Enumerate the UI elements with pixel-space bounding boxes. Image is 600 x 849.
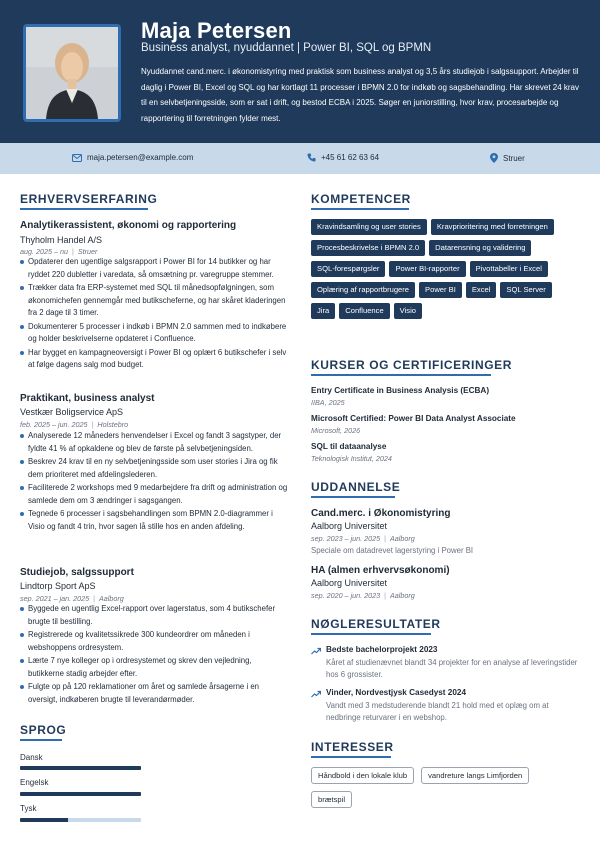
language-level-fill [20,818,68,822]
job-bullet: Byggede en ugentlig Excel-rapport over lagerstatus, som 4 butikschefer brugte til bestilling. [20,603,288,628]
language-level-bar [20,818,141,822]
job-bullet: Beskrev 24 krav til en ny selvbetjeningsside som user stories i Jira og fik dem prioriteret med afdelingslederen. [20,456,288,481]
header-banner [0,0,600,143]
job-title: Praktikant, business analyst [20,393,155,404]
skill-tag: Power BI-rapporter [389,261,465,277]
skill-tag: Kravindsamling og user stories [311,219,427,235]
language-level-bar [20,792,141,796]
candidate-name: Maja Petersen [141,18,292,43]
skill-tag: Excel [466,282,497,298]
job-bullet: Fulgte op på 120 reklamationer om året og samlede årsagerne i en oversigt, indkøberen brugte til leverandørmøder. [20,681,288,706]
education-location: Aalborg [390,591,415,600]
mail-icon [72,154,82,162]
achievement-title: Vinder, Nordvestjysk Casedyst 2024 [326,688,467,697]
job-company: Vestkær Boligservice ApS [20,407,124,417]
course-name: Microsoft Certified: Power BI Data Analyst Associate [311,414,516,423]
course-name: SQL til dataanalyse [311,442,387,451]
job-location: Struer [77,247,98,256]
candidate-subtitle: Business analyst, nyuddannet | Power BI, SQL og BPMN [141,42,432,54]
job-bullet: Registrerede og kvalitetssikrede 300 kundeordrer om måneden i webshoppens ordresystem. [20,629,288,654]
language-name: Tysk [20,804,37,813]
language-name: Dansk [20,753,43,762]
skills-heading: KOMPETENCER [311,192,411,206]
job-location: Aalborg [99,594,124,603]
education-note: Speciale om datadrevet lagerstyring i Power BI [311,546,474,555]
profile-photo [23,24,121,122]
skill-tag: Power BI [419,282,462,298]
interests-heading: INTERESSER [311,740,394,754]
interests-heading-underline [311,756,391,758]
job-location: Holstebro [97,420,129,429]
languages-heading-underline [20,739,62,741]
achievements-heading: NØGLERESULTATER [311,617,441,631]
location-pin-icon [490,153,498,163]
course-name: Entry Certificate in Business Analysis (ECBA) [311,386,490,395]
language-level-fill [20,766,141,770]
phone-text: +45 61 62 63 64 [321,153,380,162]
skill-tag: SQL-forespørgsler [311,261,385,277]
contact-location [490,153,525,163]
education-school: Aalborg Universitet [311,578,388,588]
skill-tag: Confluence [339,303,389,319]
achievement-description: Vandt med 3 medstuderende blandt 21 hold med et oplæg om at nedbringe returvarer i en webshop. [326,701,549,722]
profile-summary: Nyuddannet cand.merc. i økonomistyring med praktisk som business analyst og 3,5 års studiejob i salgssupport. Arbejder til daglig i Power BI, Excel og SQL og har kortlagt 11 processer i BPMN 2.0 for indkøb og sagsbehandling. Har skrevet 24 krav til en selvbetjeningsside, som er sat i drift, og bestod ECBA i 2025. Søger en juniorstilling, hvor krav, procesarbejde og rapportering til forretningen fylder mest. [141,67,579,123]
interest-tag: Håndbold i den lokale klub [311,767,414,784]
job-dates: aug. 2025 – nu [20,247,68,256]
education-degree: HA (almen erhvervsøkonomi) [311,565,450,576]
education-school: Aalborg Universitet [311,521,388,531]
education-heading-underline [311,496,395,498]
skill-tag: Jira [311,303,335,319]
job-bullet: Opdaterer den ugentlige salgsrapport i Power BI for 14 butikker og har ryddet 220 dubletter i varedata, så omsætning pr. varegruppe stemmer. [20,256,288,281]
skill-tag: Kravprioritering med forretningen [431,219,554,235]
job-company: Lindtorp Sport ApS [20,581,96,591]
interests-list [311,767,581,815]
skill-tag: SQL Server [500,282,551,298]
course-meta: Teknologisk Institut, 2024 [311,454,392,463]
skills-heading-underline [311,208,409,210]
courses-heading-underline [311,374,491,376]
job-bullets [20,430,288,534]
contact-phone[interactable] [307,153,379,162]
skill-tag: Pivottabeller i Excel [470,261,548,277]
achievements-heading-underline [311,633,431,635]
skill-tag: Procesbeskrivelse i BPMN 2.0 [311,240,425,256]
education-meta: sep. 2023 – jun. 2025 | Aalborg [311,534,415,543]
languages-heading: SPROG [20,723,67,737]
job-bullet: Tegnede 6 processer i sagsbehandlingen som BPMN 2.0-diagrammer i Visio og fandt 4 trin, hvor sagen lå stille hos en anden afdeling. [20,508,288,533]
job-meta: feb. 2025 – jun. 2025 | Holstebro [20,420,129,429]
interest-tag: vandreture langs Limfjorden [421,767,529,784]
education-meta: sep. 2020 – jun. 2023 | Aalborg [311,591,415,600]
interest-tag: brætspil [311,791,352,808]
skill-tag: Oplæring af rapportbrugere [311,282,415,298]
language-level-fill [20,792,141,796]
course-meta: Microsoft, 2026 [311,426,361,435]
education-dates: sep. 2020 – jun. 2023 [311,591,381,600]
email-text: maja.petersen@example.com [87,153,194,162]
job-meta: sep. 2021 – jan. 2025 | Aalborg [20,594,124,603]
job-title: Studiejob, salgssupport [20,567,134,578]
job-title: Analytikerassistent, økonomi og rapportering [20,220,237,231]
trending-up-icon [311,647,321,655]
language-name: Engelsk [20,778,49,787]
education-location: Aalborg [390,534,415,543]
job-bullets [20,603,288,707]
job-bullet: Dokumenterer 5 processer i indkøb i BPMN 2.0 sammen med to indkøbere og holder beskrivelserne opdateret i Confluence. [20,321,288,346]
contact-email[interactable] [72,153,193,162]
achievement-description: Kåret af studienævnet blandt 34 projekter for en analyse af leveringstider hos 6 grossister. [326,658,578,679]
education-heading: UDDANNELSE [311,480,401,494]
language-level-bar [20,766,141,770]
contact-bar [0,143,600,174]
job-company: Thyholm Handel A/S [20,235,103,245]
job-bullet: Har bygget en kampagneoversigt i Power BI og oplært 6 butikschefer i selv at følge dagens salg mod budget. [20,347,288,372]
experience-heading: ERHVERVSERFARING [20,192,158,206]
job-bullet: Lærte 7 nye kolleger op i ordresystemet og skrev den vejledning, butikkerne stadig arbejder efter. [20,655,288,680]
location-text: Struer [503,153,525,163]
job-dates: feb. 2025 – jun. 2025 [20,420,88,429]
course-meta: IIBA, 2025 [311,398,345,407]
skill-tag: Visio [394,303,422,319]
job-bullet: Analyserede 12 måneders henvendelser i Excel og fandt 3 sagstyper, der fyldte 41 % af opkaldene og blev de første på selvbetjeningsiden. [20,430,288,455]
skill-tag: Datarensning og validering [429,240,531,256]
job-meta: aug. 2025 – nu | Struer [20,247,98,256]
courses-heading: KURSER OG CERTIFICERINGER [311,358,513,372]
education-dates: sep. 2023 – jun. 2025 [311,534,381,543]
skills-list [311,219,581,324]
job-bullets [20,256,288,373]
phone-icon [307,153,316,162]
experience-heading-underline [20,208,148,210]
job-bullet: Trækker data fra ERP-systemet med SQL til månedsopfølgningen, som økonomichefen gennemgår med butikscheferne, og har skåret kladeringen fra 2 dage til 3 timer. [20,282,288,320]
job-bullet: Faciliterede 2 workshops med 9 medarbejdere fra drift og administration og samlede dem om 3 ændringer i sagsgangen. [20,482,288,507]
education-degree: Cand.merc. i Økonomistyring [311,508,451,519]
trending-up-icon [311,690,321,698]
job-dates: sep. 2021 – jan. 2025 [20,594,90,603]
achievement-title: Bedste bachelorprojekt 2023 [326,645,438,654]
